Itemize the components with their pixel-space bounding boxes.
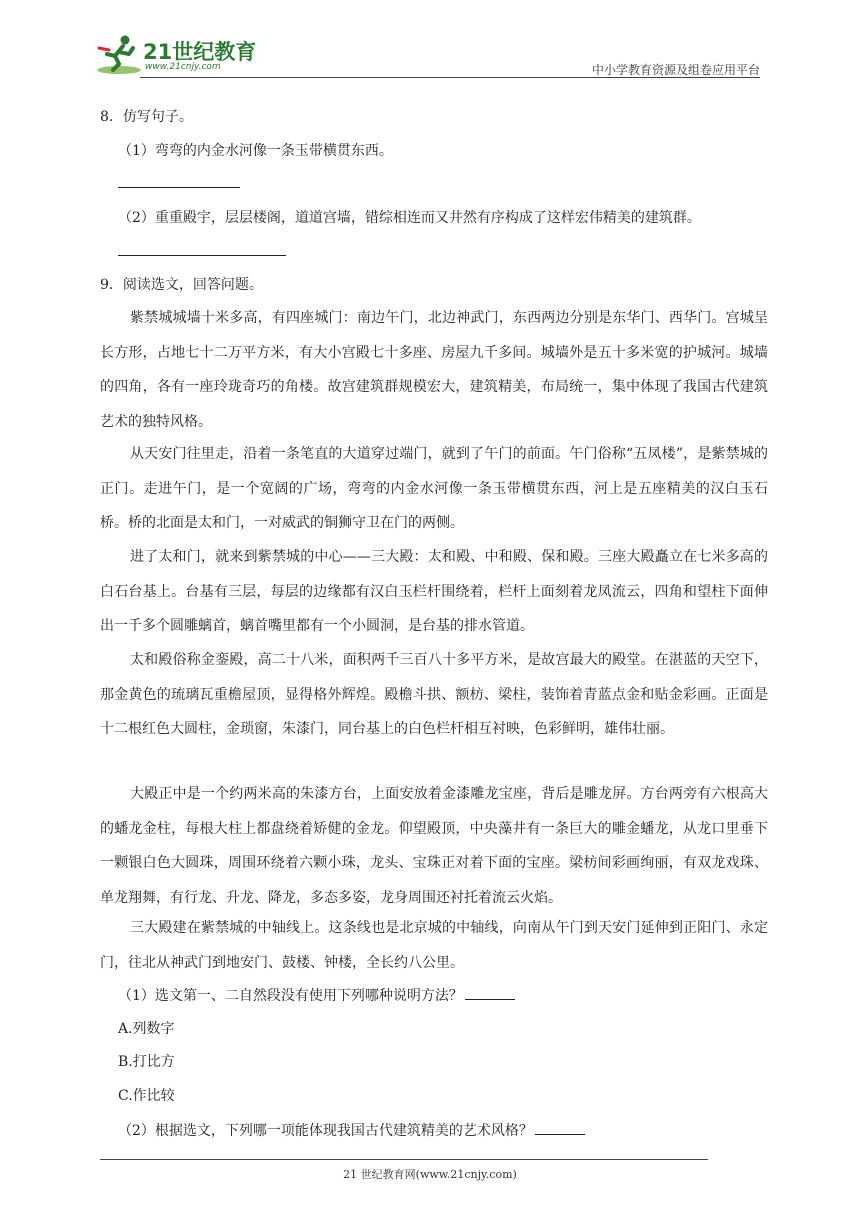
q8-answer-line-1[interactable] [118, 187, 240, 188]
q9-sub2 [118, 1120, 585, 1141]
option-a: A.列数字 [118, 1021, 175, 1037]
q8-item1: （1）弯弯的内金水河像一条玉带横贯东西。 [118, 143, 393, 159]
passage-paragraph-2: 从天安门往里走，沿着一条笔直的大道穿过端门，就到了午门的前面。午门俗称“五凤楼”，是紫禁城的正门。走进午门，是一个宽阔的广场，弯弯的内金水河像一条玉带横贯东西，河上是五座精美的汉白玉石桥。桥的北面是太和门，一对威武的铜狮守卫在门的两侧。 [100, 446, 768, 531]
q8-item2: （2）重重殿宇，层层楼阁，道道宫墙，错综相连而又井然有序构成了这样宏伟精美的建筑群。 [118, 210, 701, 226]
runner-logo-icon [95, 34, 143, 76]
page-header [95, 30, 760, 80]
passage-paragraph-4: 太和殿俗称金銮殿，高二十八米，面积两千三百八十多平方米，是故宫最大的殿堂。在湛蓝的天空下，那金黄色的琉璃瓦重檐屋顶，显得格外辉煌。殿檐斗拱、额枋、梁柱，装饰着青蓝点金和贴金彩画。正面是十二根红色大圆柱，金琐窗，朱漆门，同台基上的白色栏杆相互衬映，色彩鲜明，雄伟壮丽。 [100, 652, 768, 737]
q8-title: 8．仿写句子。 [100, 109, 193, 125]
footer-divider [100, 1159, 708, 1160]
logo-url: www.21cnjy.com [145, 62, 221, 72]
q9-sub2-text: （2）根据选文，下列哪一项能体现我国古代建筑精美的艺术风格？ [118, 1123, 533, 1139]
platform-name: 中小学教育资源及组卷应用平台 [591, 63, 760, 77]
site-logo [95, 34, 275, 78]
q9-sub1 [118, 985, 515, 1006]
option-c: C.作比较 [118, 1088, 175, 1104]
q9-title: 9．阅读选文，回答问题。 [100, 277, 263, 293]
passage-paragraph-3: 进了太和门，就来到紫禁城的中心——三大殿：太和殿、中和殿、保和殿。三座大殿矗立在七米多高的白石台基上。台基有三层，每层的边缘都有汉白玉栏杆围绕着，栏杆上面刻着龙凤流云，四角和望柱下面伸出一千多个圆雕螭首，螭首嘴里都有一个小圆洞，是台基的排水管道。 [100, 549, 768, 634]
passage-paragraph-6: 三大殿建在紫禁城的中轴线上。这条线也是北京城的中轴线，向南从午门到天安门延伸到正阳门、永定门，往北从神武门到地安门、鼓楼、钟楼，全长约八公里。 [100, 920, 768, 971]
header-divider [140, 77, 760, 78]
q8-answer-line-2[interactable] [118, 255, 286, 256]
passage-paragraph-5: 大殿正中是一个约两米高的朱漆方台，上面安放着金漆雕龙宝座，背后是雕龙屏。方台两旁有六根高大的蟠龙金柱，每根大柱上都盘绕着矫健的金龙。仰望殿顶，中央藻井有一条巨大的雕金蟠龙，从龙口里垂下一颗银白色大圆珠，周围环绕着六颗小珠，龙头、宝珠正对着下面的宝座。梁枋间彩画绚丽，有双龙戏珠、单龙翔舞，有行龙、升龙、降龙，多态多姿，龙身周围还衬托着流云火焰。 [100, 786, 768, 906]
q9-sub1-text: （1）选文第一、二自然段没有使用下列哪种说明方法？ [118, 988, 463, 1004]
logo-text: 21世纪教育 [143, 40, 257, 64]
option-b: B.打比方 [118, 1054, 175, 1070]
passage-paragraph-1: 紫禁城城墙十米多高，有四座城门：南边午门，北边神武门，东西两边分别是东华门、西华门。宫城呈长方形，占地七十二万平方米，有大小宫殿七十多座、房屋九千多间。城墙外是五十多米宽的护城河。城墙的四角，各有一座玲珑奇巧的角楼。故宫建筑群规模宏大，建筑精美，布局统一，集中体现了我国古代建筑艺术的独特风格。 [100, 310, 768, 430]
q9-sub2-blank[interactable] [535, 1120, 585, 1135]
q9-sub1-blank[interactable] [465, 985, 515, 1000]
footer-text: 21 世纪教育网(www.21cnjy.com) [343, 1168, 517, 1181]
